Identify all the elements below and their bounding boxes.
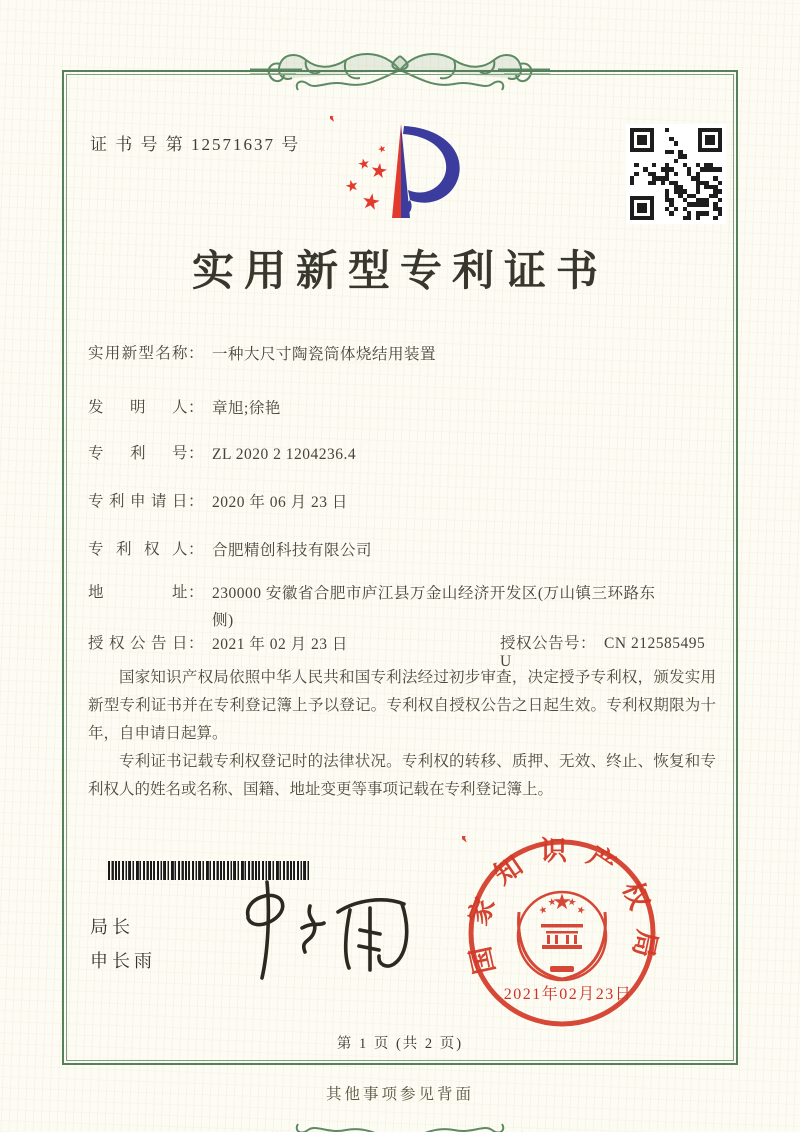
- colon: ：: [580, 635, 597, 652]
- field-value: 合肥精创科技有限公司: [212, 542, 373, 559]
- field-label: 专利权人: [88, 541, 188, 558]
- svg-text:国家知识产权局: [462, 836, 662, 976]
- page-number: 第 1 页 (共 2 页): [336, 1036, 464, 1052]
- colon: ：: [188, 541, 205, 558]
- certificate-number: 证 书 号 第 12571637 号: [90, 135, 301, 154]
- legal-paragraph-1: 国家知识产权局依照中华人民共和国专利法经过初步审查，决定授予专利权，颁发实用新型专利证书并在专利登记簿上予以登记。专利权自授权公告之日起生效。专利权期限为十年，自申请日起算。: [88, 669, 716, 742]
- colon: ：: [188, 445, 205, 462]
- field-value: 230000 安徽省合肥市庐江县万金山经济开发区(万山镇三环路东侧): [212, 585, 656, 630]
- qr-finder-top-right: [698, 128, 722, 152]
- field-value: ZL 2020 2 1204236.4: [212, 446, 357, 463]
- legal-paragraph-2: 专利证书记载专利权登记时的法律状况。专利权的转移、质押、无效、终止、恢复和专利权人的姓名或名称、国籍、地址变更等事项记载在专利登记簿上。: [88, 753, 716, 798]
- handwritten-signature: [222, 876, 422, 986]
- field-label: 授权公告日: [88, 635, 188, 652]
- certificate-title: 实用新型专利证书: [191, 249, 608, 295]
- field-row-inventor: [88, 395, 718, 422]
- colon: ：: [188, 399, 205, 416]
- field-row-address: [88, 580, 718, 634]
- qr-finder-bottom-left: [630, 196, 654, 220]
- colon: ：: [188, 635, 205, 652]
- field-label: 专利号: [88, 445, 188, 462]
- seal-date: 2021年02月23日: [503, 986, 633, 1003]
- cnipa-logo: [330, 116, 480, 228]
- field-value: 2020 年 06 月 23 日: [212, 494, 348, 511]
- field-value: 一种大尺寸陶瓷筒体烧结用装置: [212, 346, 437, 363]
- qr-code: [626, 124, 726, 224]
- field-row-grant: [88, 631, 718, 670]
- logo-stars: [330, 116, 388, 210]
- field-label: 实用新型名称: [88, 345, 188, 362]
- bottom-flourish-ornament: [250, 1100, 550, 1132]
- field-value: 2021 年 02 月 23 日: [212, 636, 348, 653]
- field-value: 章旭;徐艳: [212, 400, 281, 417]
- field-row-patentee: [88, 537, 718, 564]
- field-label: 授权公告号: [500, 635, 581, 652]
- qr-finder-top-left: [630, 128, 654, 152]
- seal-text: 国家知识产权局: [462, 836, 662, 977]
- legal-text: [88, 664, 716, 804]
- colon: ：: [188, 345, 205, 362]
- field-value: CN 212585495 U: [500, 635, 706, 670]
- official-seal: [462, 836, 662, 1036]
- colon: ：: [188, 493, 205, 510]
- back-side-note: 其他事项参见背面: [325, 1086, 474, 1103]
- logo-p-mark: [392, 124, 460, 218]
- field-label: 发明人: [88, 399, 188, 416]
- commissioner-block: [90, 910, 156, 978]
- commissioner-title: 局长: [90, 917, 134, 937]
- colon: ：: [188, 584, 205, 601]
- field-label: 地址: [88, 584, 188, 601]
- field-label: 专利申请日: [88, 493, 188, 510]
- field-row-patent-number: [88, 441, 718, 468]
- commissioner-name: 申长雨: [90, 951, 156, 971]
- field-row-utility-name: [88, 341, 718, 368]
- field-row-filing-date: [88, 489, 718, 516]
